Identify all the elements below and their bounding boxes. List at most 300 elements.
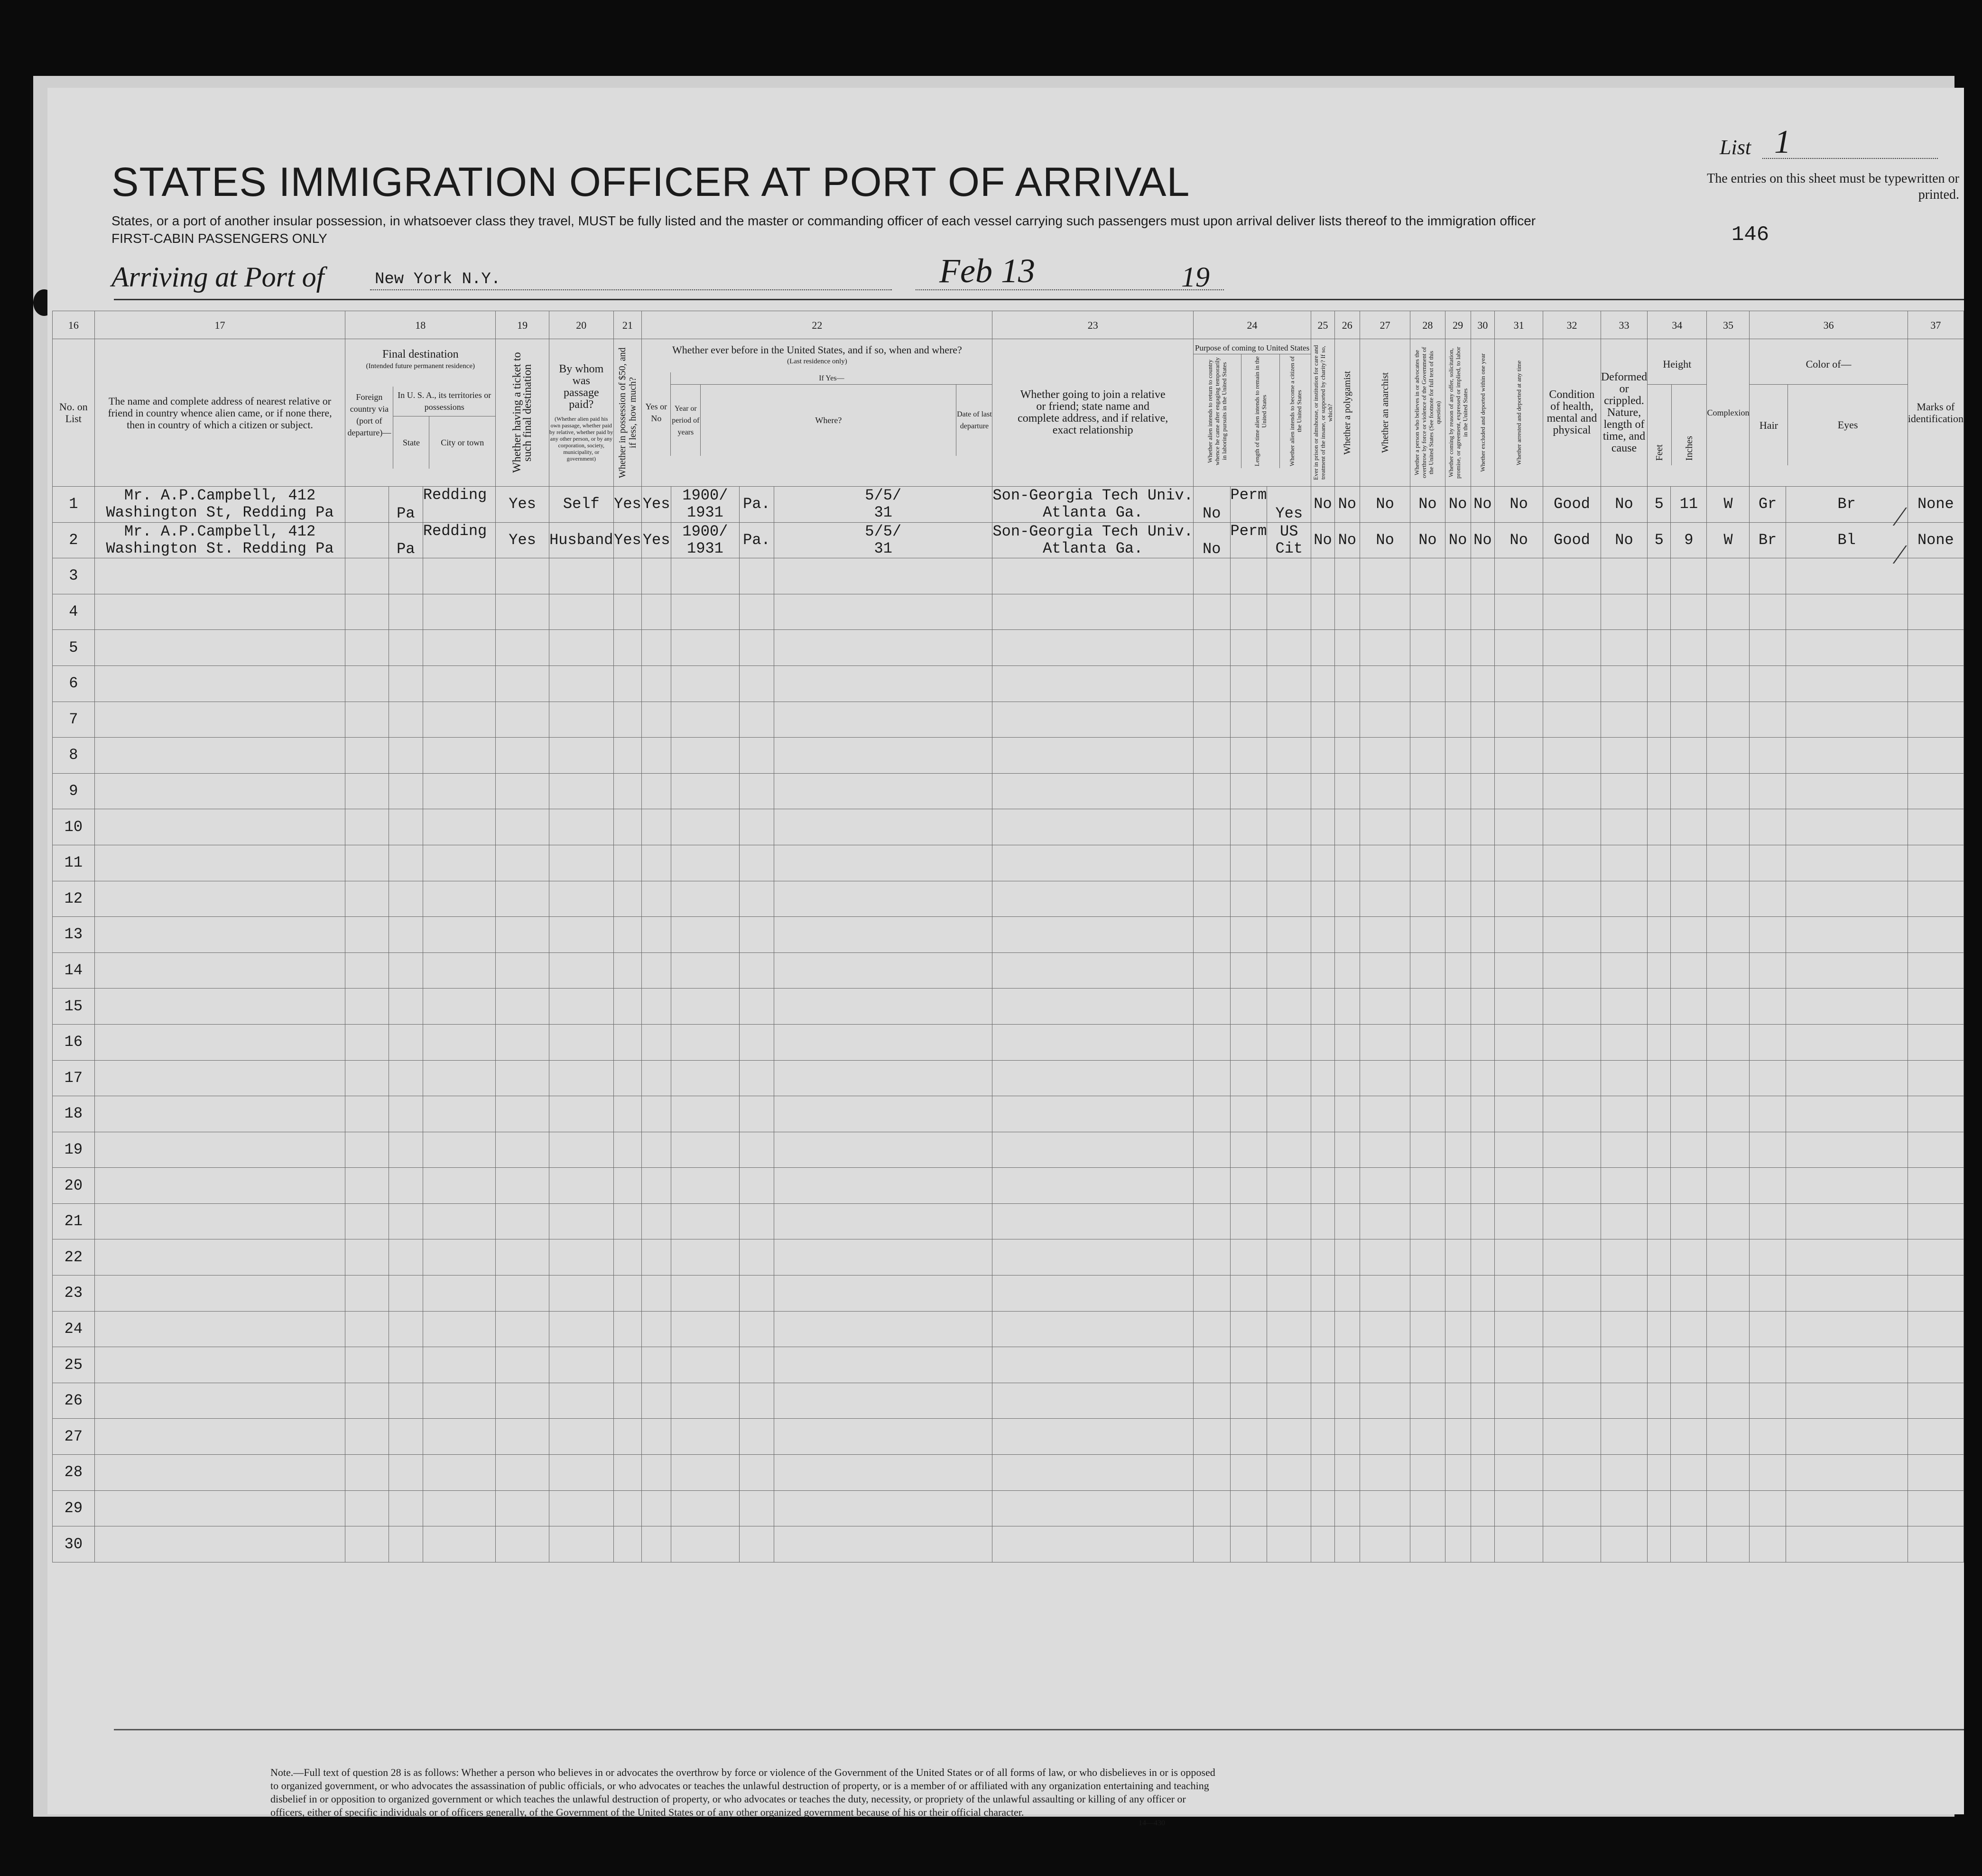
check-mark: ∕	[1898, 539, 1902, 570]
empty-cell	[1445, 1024, 1471, 1060]
empty-cell	[389, 989, 423, 1025]
empty-cell	[642, 1275, 671, 1312]
footnote: Note.—Full text of question 28 is as follows: Whether a person who believes in or advocates the overthrow by force or violence of the Government of the United States or of all forms of law, or who disbelieves in or is opposed to organized government, or who advocates the assassination of public officials, or who advocates or teaches the unlawful destruction of property, or is a member of or affiliated with any organization entertaining and teaching disbelief in or opposition to organized government or which teaches the unlawful destruction of property, or who advocates or teaches the duty, necessity, or propriety of the unlawful assaulting or killing of any officer or officers, either of specific individuals or of officers generally, of the Government of the United States or of any other organized government because of his or their official character.	[270, 1766, 1215, 1818]
empty-cell	[642, 594, 671, 630]
empty-cell	[1495, 989, 1543, 1025]
empty-cell	[1786, 630, 1908, 666]
empty-cell	[1471, 1275, 1495, 1312]
empty-cell	[1193, 1096, 1230, 1132]
empty-cell	[1495, 1132, 1543, 1168]
empty-cell	[496, 1490, 549, 1526]
header-hair: Hair	[1759, 419, 1778, 431]
empty-cell	[1445, 1239, 1471, 1275]
empty-cell	[642, 773, 671, 809]
header-final-destination	[345, 339, 496, 487]
empty-cell	[1601, 738, 1647, 774]
empty-cell	[1786, 1455, 1908, 1491]
empty-cell	[94, 809, 345, 845]
empty-cell	[1410, 1275, 1445, 1312]
row-number: 19	[53, 1132, 95, 1168]
empty-cell	[1786, 665, 1908, 702]
empty-cell	[1707, 1239, 1750, 1275]
empty-cell	[496, 1239, 549, 1275]
empty-cell	[774, 917, 992, 953]
join-line-2: Atlanta Ga.	[1043, 504, 1143, 522]
overthrow: No	[1410, 522, 1445, 558]
empty-cell	[774, 809, 992, 845]
empty-cell	[671, 558, 739, 594]
before-yes-no: Yes	[642, 522, 671, 558]
empty-cell	[94, 1024, 345, 1060]
empty-cell	[1908, 702, 1963, 738]
empty-cell	[496, 773, 549, 809]
empty-cell	[496, 1275, 549, 1312]
empty-cell	[642, 845, 671, 881]
empty-cell	[1230, 594, 1267, 630]
empty-cell	[1334, 1203, 1360, 1239]
empty-cell	[642, 952, 671, 989]
table-row	[53, 952, 1964, 989]
empty-cell	[1543, 1239, 1601, 1275]
empty-cell	[389, 738, 423, 774]
empty-cell	[1267, 809, 1311, 845]
row-number: 12	[53, 881, 95, 917]
purpose-return: No	[1193, 487, 1230, 523]
empty-cell	[992, 1490, 1193, 1526]
row-number: 1	[53, 487, 95, 523]
table-row	[53, 809, 1964, 845]
empty-cell	[1311, 881, 1335, 917]
health: Good	[1543, 522, 1601, 558]
empty-cell	[1648, 1168, 1671, 1204]
empty-cell	[739, 809, 774, 845]
header-where: Where?	[700, 385, 956, 456]
header-foreign-country: Foreign country via (port of departure)—	[347, 392, 391, 437]
empty-cell	[1495, 1455, 1543, 1491]
foreign-country	[345, 522, 389, 558]
empty-cell	[1311, 1347, 1335, 1383]
empty-cell	[774, 1168, 992, 1204]
anarchist: No	[1360, 522, 1410, 558]
empty-cell	[1601, 1419, 1647, 1455]
empty-cell	[739, 1275, 774, 1312]
empty-cell	[1471, 1419, 1495, 1455]
empty-cell	[1410, 1347, 1445, 1383]
empty-cell	[1707, 917, 1750, 953]
empty-cell	[1786, 558, 1908, 594]
empty-cell	[496, 952, 549, 989]
empty-cell	[1230, 773, 1267, 809]
empty-cell	[423, 1383, 495, 1419]
empty-cell	[1750, 665, 1786, 702]
column-number: 24	[1193, 311, 1311, 339]
header-anarchist	[1360, 339, 1410, 487]
empty-cell	[1908, 1024, 1963, 1060]
empty-cell	[389, 594, 423, 630]
empty-cell	[1334, 1132, 1360, 1168]
empty-cell	[1648, 1347, 1671, 1383]
empty-cell	[1334, 773, 1360, 809]
empty-cell	[1445, 952, 1471, 989]
empty-cell	[94, 1347, 345, 1383]
empty-cell	[1908, 1239, 1963, 1275]
header-final-destination-title: Final destination	[382, 348, 459, 360]
empty-cell	[1471, 630, 1495, 666]
empty-cell	[1495, 773, 1543, 809]
empty-cell	[1410, 665, 1445, 702]
departure-line-1: 5/5/	[865, 487, 902, 505]
empty-cell	[739, 881, 774, 917]
empty-cell	[1410, 1455, 1445, 1491]
empty-cell	[1445, 1203, 1471, 1239]
empty-cell	[1601, 773, 1647, 809]
empty-cell	[992, 1203, 1193, 1239]
empty-cell	[1230, 1526, 1267, 1562]
empty-cell	[739, 1168, 774, 1204]
empty-cell	[613, 665, 642, 702]
empty-cell	[1543, 558, 1601, 594]
empty-cell	[1193, 1132, 1230, 1168]
empty-cell	[1543, 1168, 1601, 1204]
empty-cell	[423, 1132, 495, 1168]
empty-cell	[1671, 1168, 1707, 1204]
empty-cell	[774, 665, 992, 702]
empty-cell	[1750, 1203, 1786, 1239]
table-row	[53, 1383, 1964, 1419]
empty-cell	[423, 1096, 495, 1132]
empty-cell	[1648, 1060, 1671, 1096]
empty-cell	[1908, 845, 1963, 881]
empty-cell	[992, 1275, 1193, 1312]
year-prefix: 19	[1181, 261, 1210, 293]
empty-cell	[739, 1347, 774, 1383]
empty-cell	[94, 881, 345, 917]
empty-cell	[496, 1347, 549, 1383]
empty-cell	[1495, 1203, 1543, 1239]
empty-cell	[496, 1060, 549, 1096]
empty-cell	[1193, 1490, 1230, 1526]
empty-cell	[1193, 881, 1230, 917]
empty-cell	[1230, 1455, 1267, 1491]
empty-cell	[671, 1203, 739, 1239]
empty-cell	[1648, 1275, 1671, 1312]
empty-cell	[1471, 845, 1495, 881]
empty-cell	[549, 702, 613, 738]
relative-line-2: Washington St, Redding Pa	[106, 504, 334, 522]
empty-cell	[613, 738, 642, 774]
arrested: No	[1495, 522, 1543, 558]
empty-cell	[739, 702, 774, 738]
empty-cell	[1267, 1275, 1311, 1312]
table-row	[53, 1203, 1964, 1239]
table-row	[53, 1060, 1964, 1096]
row-number: 11	[53, 845, 95, 881]
empty-cell	[1334, 1060, 1360, 1096]
empty-cell	[1543, 917, 1601, 953]
empty-cell	[496, 845, 549, 881]
empty-cell	[1360, 1383, 1410, 1419]
empty-cell	[1648, 1096, 1671, 1132]
empty-cell	[1360, 594, 1410, 630]
header-excluded	[1471, 339, 1495, 487]
year-line-2: 1931	[686, 539, 723, 557]
empty-cell	[1311, 1132, 1335, 1168]
empty-cell	[1410, 1024, 1445, 1060]
empty-cell	[1311, 845, 1335, 881]
empty-cell	[671, 1096, 739, 1132]
empty-cell	[1193, 1419, 1230, 1455]
empty-cell	[1193, 1347, 1230, 1383]
empty-cell	[1601, 702, 1647, 738]
empty-cell	[1334, 1526, 1360, 1562]
header-no-on-list: No. on List	[53, 339, 95, 487]
empty-cell	[1648, 1526, 1671, 1562]
empty-cell	[739, 845, 774, 881]
empty-cell	[423, 917, 495, 953]
empty-cell	[1648, 1383, 1671, 1419]
empty-cell	[496, 1132, 549, 1168]
empty-cell	[1471, 702, 1495, 738]
empty-cell	[774, 1419, 992, 1455]
row-number: 3	[53, 558, 95, 594]
empty-cell	[1707, 809, 1750, 845]
header-before-in-us-title: Whether ever before in the United States, and if so, when and where?	[672, 344, 962, 356]
empty-cell	[1648, 1203, 1671, 1239]
empty-cell	[739, 630, 774, 666]
empty-cell	[345, 665, 389, 702]
empty-cell	[1230, 881, 1267, 917]
empty-cell	[671, 1275, 739, 1312]
empty-cell	[739, 1419, 774, 1455]
empty-cell	[1471, 1347, 1495, 1383]
empty-cell	[1267, 1526, 1311, 1562]
empty-cell	[1495, 1060, 1543, 1096]
empty-cell	[345, 1132, 389, 1168]
empty-cell	[549, 1347, 613, 1383]
empty-cell	[992, 1526, 1193, 1562]
empty-cell	[549, 1383, 613, 1419]
empty-cell	[1410, 1239, 1445, 1275]
header-ticket-text: Whether having a ticket to such final destination	[511, 352, 534, 473]
empty-cell	[1495, 1526, 1543, 1562]
empty-cell	[1601, 1239, 1647, 1275]
empty-cell	[613, 702, 642, 738]
empty-cell	[1671, 989, 1707, 1025]
empty-cell	[1471, 989, 1495, 1025]
empty-cell	[671, 845, 739, 881]
column-number: 18	[345, 311, 496, 339]
port-value: New York N.Y.	[375, 270, 501, 288]
before-where: Pa.	[739, 522, 774, 558]
empty-cell	[423, 1526, 495, 1562]
empty-cell	[613, 1060, 642, 1096]
column-number: 29	[1445, 311, 1471, 339]
table-row	[53, 1490, 1964, 1526]
empty-cell	[345, 1347, 389, 1383]
empty-cell	[549, 558, 613, 594]
empty-cell	[423, 738, 495, 774]
empty-cell	[423, 1275, 495, 1312]
empty-cell	[1707, 1203, 1750, 1239]
empty-cell	[1601, 1311, 1647, 1347]
empty-cell	[1707, 1455, 1750, 1491]
before-year	[671, 487, 739, 523]
empty-cell	[1410, 1419, 1445, 1455]
empty-cell	[389, 1168, 423, 1204]
empty-cell	[1334, 702, 1360, 738]
list-label: List	[1720, 136, 1751, 159]
column-number: 37	[1908, 311, 1963, 339]
port-line	[370, 289, 892, 290]
empty-cell	[345, 558, 389, 594]
empty-cell	[1360, 630, 1410, 666]
empty-cell	[1267, 1096, 1311, 1132]
empty-cell	[1648, 630, 1671, 666]
empty-cell	[1193, 989, 1230, 1025]
empty-cell	[1543, 1203, 1601, 1239]
empty-cell	[1311, 773, 1335, 809]
empty-cell	[1908, 1311, 1963, 1347]
empty-cell	[1445, 1490, 1471, 1526]
empty-cell	[1543, 1096, 1601, 1132]
empty-cell	[1543, 1311, 1601, 1347]
empty-cell	[1311, 1168, 1335, 1204]
table-row	[53, 702, 1964, 738]
empty-cell	[1360, 1024, 1410, 1060]
empty-cell	[1360, 1060, 1410, 1096]
empty-cell	[613, 917, 642, 953]
empty-cell	[1267, 630, 1311, 666]
empty-cell	[739, 1132, 774, 1168]
empty-cell	[345, 1096, 389, 1132]
empty-cell	[1267, 917, 1311, 953]
row-number: 27	[53, 1419, 95, 1455]
header-city: City or town	[429, 416, 495, 469]
empty-cell	[496, 1419, 549, 1455]
empty-cell	[423, 594, 495, 630]
empty-cell	[1230, 809, 1267, 845]
empty-cell	[992, 989, 1193, 1025]
empty-cell	[613, 1096, 642, 1132]
empty-cell	[389, 1275, 423, 1312]
hair-color: Br	[1750, 522, 1786, 558]
empty-cell	[1543, 594, 1601, 630]
empty-cell	[1495, 1311, 1543, 1347]
empty-cell	[642, 1024, 671, 1060]
height-inches: 9	[1671, 522, 1707, 558]
sheet-number: 146	[1732, 223, 1769, 247]
empty-cell	[1707, 1526, 1750, 1562]
fifty-dollars: Yes	[613, 522, 642, 558]
last-departure	[774, 522, 992, 558]
empty-cell	[1445, 1311, 1471, 1347]
empty-cell	[992, 845, 1193, 881]
row-number: 5	[53, 630, 95, 666]
empty-cell	[1786, 1203, 1908, 1239]
empty-cell	[1750, 702, 1786, 738]
table-row	[53, 665, 1964, 702]
empty-cell	[1471, 1203, 1495, 1239]
empty-cell	[992, 773, 1193, 809]
empty-cell	[1750, 1419, 1786, 1455]
empty-cell	[671, 773, 739, 809]
empty-cell	[1311, 702, 1335, 738]
empty-cell	[1471, 1383, 1495, 1419]
empty-cell	[423, 702, 495, 738]
city: Redding	[423, 487, 495, 523]
empty-cell	[671, 952, 739, 989]
empty-cell	[1601, 1455, 1647, 1491]
row-number: 10	[53, 809, 95, 845]
identification-marks: None	[1908, 487, 1963, 523]
empty-cell	[1786, 1275, 1908, 1312]
empty-cell	[739, 1203, 774, 1239]
empty-cell	[1543, 665, 1601, 702]
table-row	[53, 1239, 1964, 1275]
table-row	[53, 1455, 1964, 1491]
row-number: 28	[53, 1455, 95, 1491]
column-number: 33	[1601, 311, 1647, 339]
empty-cell	[1750, 1311, 1786, 1347]
empty-cell	[1707, 1275, 1750, 1312]
header-offer-labor-text: Whether coming by reason of any offer, solicitation, promise, or agreement, expressed or implied, to labor in the United States	[1447, 347, 1469, 479]
empty-cell	[1360, 1096, 1410, 1132]
empty-cell	[1495, 1419, 1543, 1455]
year-line-2: 1931	[686, 504, 723, 522]
empty-cell	[1193, 1239, 1230, 1275]
empty-cell	[774, 1024, 992, 1060]
empty-cell	[1786, 917, 1908, 953]
empty-cell	[496, 989, 549, 1025]
empty-cell	[642, 989, 671, 1025]
empty-cell	[549, 630, 613, 666]
header-join-relative: Whether going to join a relative or friend; state name and complete address, and if relative, exact relationship	[992, 339, 1193, 487]
empty-cell	[1267, 1347, 1311, 1383]
row-number: 20	[53, 1168, 95, 1204]
empty-cell	[1410, 1490, 1445, 1526]
empty-cell	[1908, 881, 1963, 917]
empty-cell	[1267, 773, 1311, 809]
empty-cell	[1601, 1024, 1647, 1060]
empty-cell	[345, 1168, 389, 1204]
empty-cell	[1543, 809, 1601, 845]
excluded: No	[1471, 487, 1495, 523]
header-complexion: Complexion	[1707, 339, 1750, 487]
purpose-citizen	[1267, 522, 1311, 558]
empty-cell	[642, 1239, 671, 1275]
table-row	[53, 1311, 1964, 1347]
empty-cell	[671, 594, 739, 630]
empty-cell	[739, 1383, 774, 1419]
empty-cell	[1543, 1060, 1601, 1096]
empty-cell	[345, 1060, 389, 1096]
empty-cell	[1471, 1490, 1495, 1526]
empty-cell	[1267, 1419, 1311, 1455]
empty-cell	[1648, 989, 1671, 1025]
hair-color: Gr	[1750, 487, 1786, 523]
empty-cell	[1334, 1347, 1360, 1383]
empty-cell	[423, 1419, 495, 1455]
header-polygamist-text: Whether a polygamist	[1342, 370, 1352, 455]
empty-cell	[389, 1347, 423, 1383]
empty-cell	[1410, 773, 1445, 809]
empty-cell	[1648, 952, 1671, 989]
empty-cell	[94, 738, 345, 774]
empty-cell	[1601, 1347, 1647, 1383]
height-feet: 5	[1648, 522, 1671, 558]
overthrow: No	[1410, 487, 1445, 523]
empty-cell	[1908, 1096, 1963, 1132]
